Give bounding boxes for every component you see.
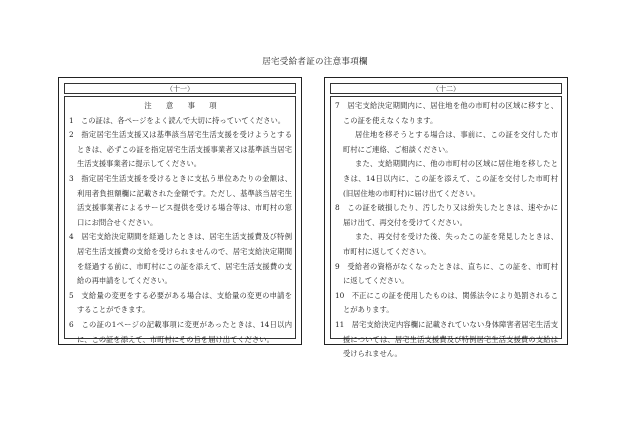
notes-panel-page-12 [324, 77, 568, 359]
note-item-9: 9 受給者の資格がなくなったときは、直ちに、この証を、市町村に返してください。 [335, 261, 558, 286]
note-item-11: 11 居宅支給決定内容欄に記載されていない身体障害者居宅生活支援については、居宅生活支援費及び特例居宅生活支援費の支給は受けられません。 [335, 319, 558, 359]
note-item-2: 2 指定居宅生活支援又は基準該当居宅生活支援を受けようとするときは、必ずこの証を指定居宅生活支援事業者又は基準該当居宅生活支援事業者に提示してください。 [69, 130, 292, 169]
page-number-11: （十一） [64, 83, 296, 94]
note-item-7: 7 居宅支給決定期間内に、居住地を他の市町村の区域に移すと、この証を使えなくなります。 [335, 101, 558, 125]
note-item-8-paragraph: また、再交付を受けた後、失ったこの証を発見したときは、市町村に返してください。 [343, 232, 558, 256]
note-item-7-paragraph: また、支給期間内に、他の市町村の区域に居住地を移したときは、14日以内に、この証を添えて、この証を交付した市町村(旧居住地の市町村)に届け出てください。 [343, 159, 558, 198]
notes-content-page-12 [330, 96, 562, 359]
note-item-5: 5 支給量の変更をする必要がある場合は、支給量の変更の申請をすることができます。 [69, 290, 292, 315]
notes-heading: 注 意 事 項 [144, 101, 223, 110]
note-item-1: 1 この証は、各ページをよく読んで大切に持っていてください。 [69, 115, 286, 125]
page-title: 居宅受給者証の注意事項欄 [262, 57, 368, 67]
notes-content-page-11 [64, 96, 296, 344]
note-item-4: 4 居宅支給決定期間を経過したときは、居宅生活支援費及び特例居宅生活支援費の支給を受けられませんので、居宅支給決定期間を経過する前に、市町村にこの証を添えて、居宅生活支援費の支給の再申請をしてください。 [69, 232, 292, 286]
note-item-6: 6 この証の1ページの記載事項に変更があったときは、14日以内に、この証を添えて、市町村にその旨を届け出てください。 [69, 319, 292, 344]
note-item-10: 10 不正にこの証を使用したものは、関係法令により処罰されることがあります。 [335, 290, 558, 315]
note-item-8: 8 この証を破損したり、汚したり又は紛失したときは、速やかに届け出て、再交付を受けてください。 [335, 203, 558, 227]
notes-panel-page-11 [58, 77, 302, 345]
page-number-12: （十二） [330, 83, 562, 94]
note-item-3: 3 指定居宅生活支援を受けるときに支払う単位あたりの金額は、利用者負担額欄に記載された金額です。ただし、基準該当居宅生活支援事業者によるサービス提供を受ける場合等は、市町村の窓口にお問合せください。 [69, 173, 292, 227]
note-item-7-paragraph: 居住地を移そうとする場合は、事前に、この証を交付した市町村にご連絡、ご相談ください。 [343, 130, 558, 154]
